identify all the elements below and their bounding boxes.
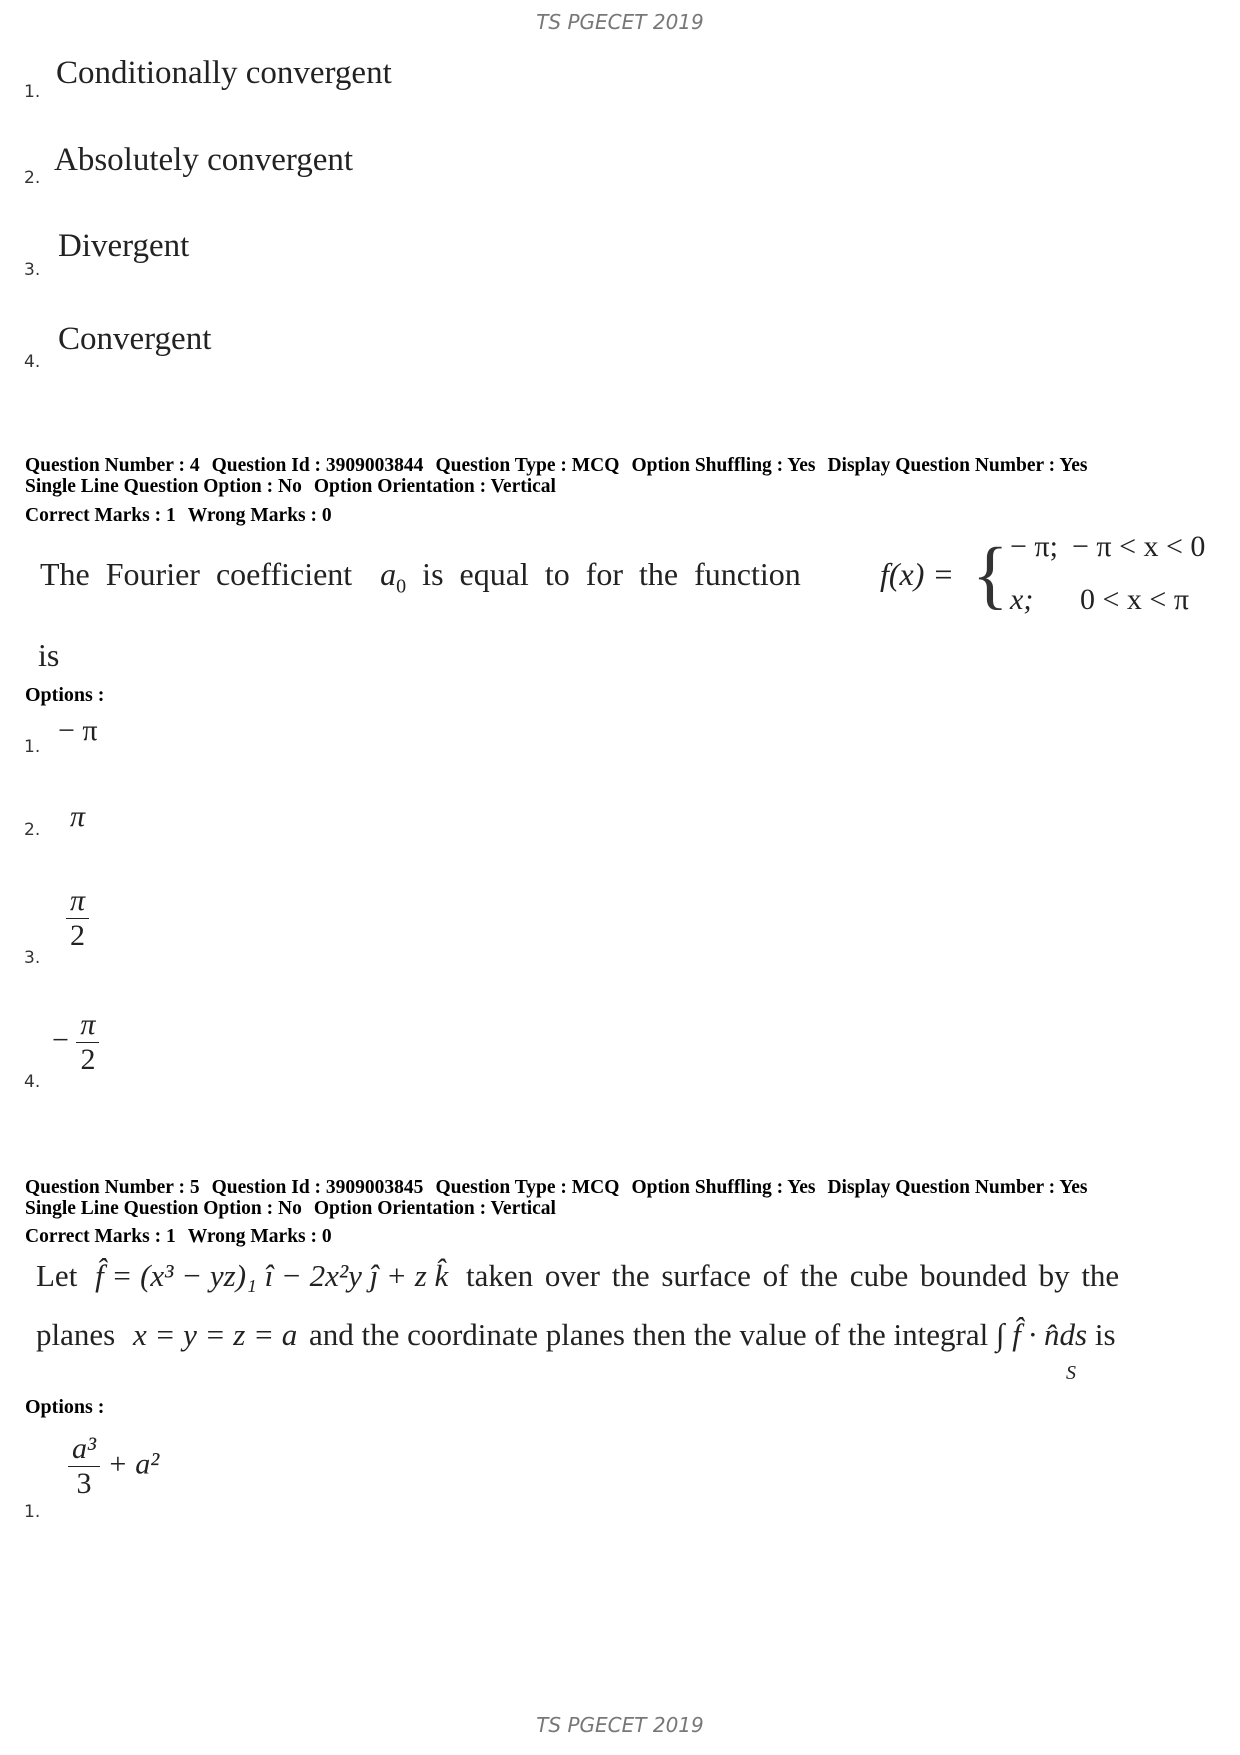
stem-line-2 xyxy=(36,1317,1116,1353)
option-number: 4. xyxy=(24,352,41,372)
option-number: 2. xyxy=(24,820,41,840)
question-stem xyxy=(40,556,801,598)
option-orientation: Option Orientation : Vertical xyxy=(313,476,556,497)
option-text: Convergent xyxy=(58,321,212,357)
option-shuffling: Option Shuffling : Yes xyxy=(631,455,816,476)
option-number: 3. xyxy=(24,260,41,280)
option-numerator: π xyxy=(80,1008,96,1041)
question-meta-line1 xyxy=(25,455,1100,476)
integral-expression: ∫ f̂ · n̂ds xyxy=(995,1317,1088,1352)
question-id: Question Id : 3909003844 xyxy=(211,455,424,476)
stem-text: planes xyxy=(36,1317,116,1352)
question-meta-line2 xyxy=(25,476,568,497)
wrong-marks: Wrong Marks : 0 xyxy=(187,505,332,526)
option-denominator: 2 xyxy=(80,1043,96,1076)
stem-text: and the coordinate planes then the value of the integral xyxy=(309,1317,989,1352)
correct-marks: Correct Marks : 1 xyxy=(25,1226,176,1247)
option-numerator: π xyxy=(70,884,86,917)
stem-line-1 xyxy=(36,1258,1119,1294)
option-number: 3. xyxy=(24,948,41,968)
planes-expression: x = y = z = a xyxy=(132,1317,298,1352)
question-number: Question Number : 5 xyxy=(25,1177,200,1198)
option-number: 1. xyxy=(24,82,41,102)
option-text: Divergent xyxy=(58,228,190,264)
option-text: π xyxy=(70,800,86,833)
option-number: 1. xyxy=(24,1502,41,1522)
integral-subscript: S xyxy=(1066,1362,1076,1384)
options-label: Options : xyxy=(25,684,105,706)
stem-text: taken over the surface of the cube bounded by the xyxy=(466,1258,1120,1293)
vector-expression: f̂ = (x³ − yz)₁ î − 2x²y ĵ + z k̂ xyxy=(95,1258,449,1293)
option-remainder: + a² xyxy=(107,1447,160,1481)
option-fraction xyxy=(68,1432,159,1501)
question-number: Question Number : 4 xyxy=(25,455,200,476)
option-numerator: a³ xyxy=(72,1432,96,1465)
option-fraction xyxy=(52,1008,99,1077)
options-label: Options : xyxy=(25,1396,105,1418)
question-meta-line1 xyxy=(25,1177,1100,1198)
option-denominator: 2 xyxy=(70,919,86,952)
stem-subscript: 0 xyxy=(396,575,407,598)
stem-text: is xyxy=(1094,1317,1116,1352)
question-meta-line2 xyxy=(25,1198,568,1219)
page-footer: TS PGECET 2019 xyxy=(536,1713,704,1737)
stem-end: is xyxy=(38,637,60,673)
piecewise-brace: { xyxy=(972,533,1009,617)
case-1-condition: − π < x < 0 xyxy=(1072,530,1206,563)
question-type: Question Type : MCQ xyxy=(435,455,620,476)
wrong-marks: Wrong Marks : 0 xyxy=(187,1226,332,1247)
case-1-value: − π; xyxy=(1010,530,1058,563)
case-2-condition: 0 < x < π xyxy=(1080,583,1189,616)
option-fraction xyxy=(66,884,89,953)
single-line-option: Single Line Question Option : No xyxy=(25,476,302,497)
stem-text: The Fourier coefficient xyxy=(40,556,353,592)
stem-mid-text: is equal to for the function xyxy=(422,556,801,592)
single-line-option: Single Line Question Option : No xyxy=(25,1198,302,1219)
question-marks xyxy=(25,1226,344,1247)
option-text: − π xyxy=(58,714,98,747)
display-question-number: Display Question Number : Yes xyxy=(827,1177,1088,1198)
correct-marks: Correct Marks : 1 xyxy=(25,505,176,526)
display-question-number: Display Question Number : Yes xyxy=(827,455,1088,476)
case-2-value: x; xyxy=(1010,583,1034,616)
question-type: Question Type : MCQ xyxy=(435,1177,620,1198)
option-sign: − xyxy=(52,1023,69,1057)
stem-symbol: a xyxy=(380,556,397,592)
question-marks xyxy=(25,505,344,526)
question-id: Question Id : 3909003845 xyxy=(211,1177,424,1198)
option-number: 1. xyxy=(24,737,41,757)
option-denominator: 3 xyxy=(76,1467,92,1500)
option-orientation: Option Orientation : Vertical xyxy=(313,1198,556,1219)
option-text: Conditionally convergent xyxy=(56,55,392,91)
stem-text: Let xyxy=(36,1258,78,1293)
function-lhs: f(x) = xyxy=(880,556,954,592)
option-number: 4. xyxy=(24,1072,41,1092)
page-header: TS PGECET 2019 xyxy=(536,10,704,34)
option-text: Absolutely convergent xyxy=(54,142,354,178)
option-shuffling: Option Shuffling : Yes xyxy=(631,1177,816,1198)
option-number: 2. xyxy=(24,168,41,188)
